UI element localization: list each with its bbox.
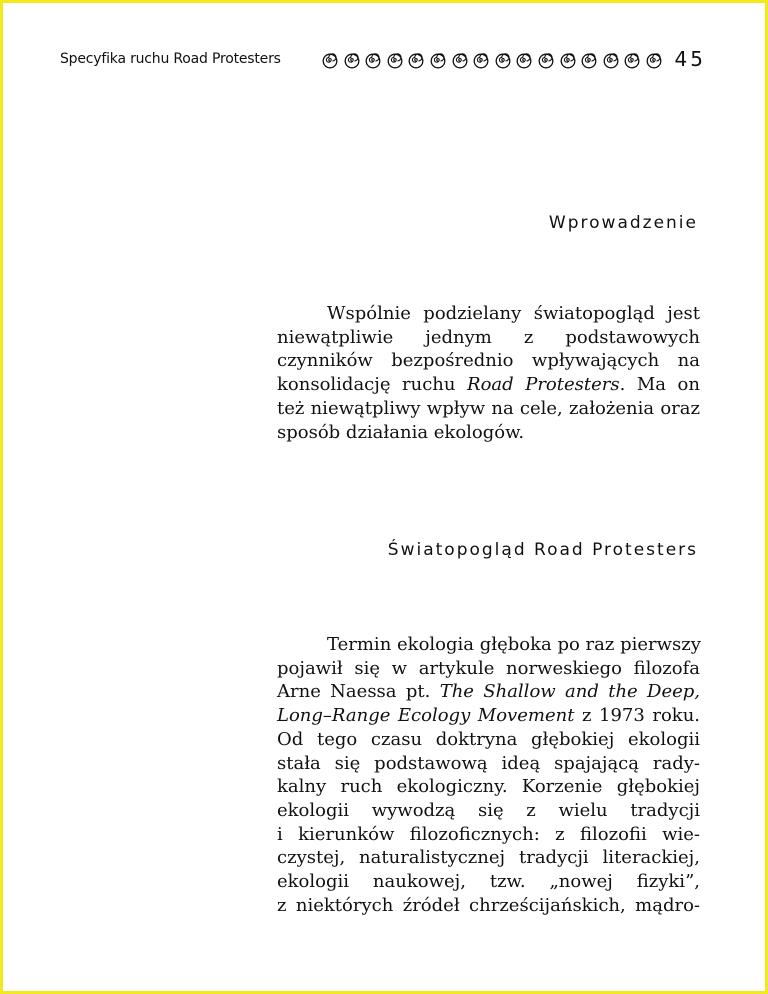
text-line: Termin ekologia głęboka po raz pierwszy <box>327 634 701 655</box>
text-run: . Ma on <box>619 374 700 396</box>
text-run: Arne Naessa pt. <box>277 681 440 703</box>
paragraph-worldview <box>277 633 700 917</box>
italic-title: Long–Range Ecology Movement <box>277 705 575 727</box>
text-line: też niewątpliwy wpływ na cele, założenia oraz <box>277 397 700 419</box>
text-run: z 1973 roku. <box>574 705 701 727</box>
spiral-icon <box>516 53 532 69</box>
text-line: stała się podstawową ideą spajającą rady- <box>277 752 700 774</box>
spiral-icon <box>646 53 662 69</box>
spiral-icon <box>473 53 489 69</box>
text-line: czynników bezpośrednio wpływających na <box>277 350 700 372</box>
running-head-title: Specyfika ruchu Road Protesters <box>60 51 281 67</box>
spiral-icon <box>344 53 360 69</box>
italic-term: Road Protesters <box>467 374 620 396</box>
spiral-icon <box>538 53 554 69</box>
text-run: konsolidację ruchu <box>277 374 468 396</box>
text-line: niewątpliwie jednym z podstawowych <box>277 326 700 348</box>
text-line: pojawił się w artykule norweskiego filozofa <box>277 657 700 679</box>
text-line: Wspólnie podzielany światopogląd jest <box>327 303 700 324</box>
ornament-row <box>322 52 662 70</box>
spiral-icon <box>495 53 511 69</box>
spiral-icon <box>322 53 338 69</box>
spiral-icon <box>365 53 381 69</box>
spiral-icon <box>603 53 619 69</box>
text-line: ekologii wywodzą się z wielu tradycji <box>277 799 700 821</box>
spiral-icon <box>430 53 446 69</box>
text-line: sposób działania ekologów. <box>277 421 525 443</box>
italic-title: The Shallow and the Deep, <box>439 681 700 703</box>
spiral-icon <box>624 53 640 69</box>
paragraph-introduction <box>277 302 700 444</box>
spiral-icon <box>387 53 403 69</box>
section-heading-worldview: Światopogląd Road Protesters <box>387 540 698 560</box>
spiral-icon <box>560 53 576 69</box>
text-line: i kierunków filozoficznych: z filozofii wie- <box>277 823 700 845</box>
text-line: czystej, naturalistycznej tradycji literackiej, <box>277 847 700 869</box>
text-line: z niektórych źródeł chrześcijańskich, mądro- <box>277 894 700 916</box>
page-number: 45 <box>674 47 706 71</box>
text-line <box>277 680 700 704</box>
spiral-icon <box>581 53 597 69</box>
text-line: ekologii naukowej, tzw. „nowej fizyki”, <box>277 871 700 893</box>
running-head <box>60 47 706 74</box>
text-line <box>277 373 700 397</box>
section-heading-introduction: Wprowadzenie <box>548 213 698 233</box>
text-line: Od tego czasu doktryna głębokiej ekologii <box>277 728 700 750</box>
text-line <box>277 704 700 728</box>
spiral-icon <box>408 53 424 69</box>
text-line: kalny ruch ekologiczny. Korzenie głębokiej <box>277 776 700 798</box>
spiral-icon <box>452 53 468 69</box>
